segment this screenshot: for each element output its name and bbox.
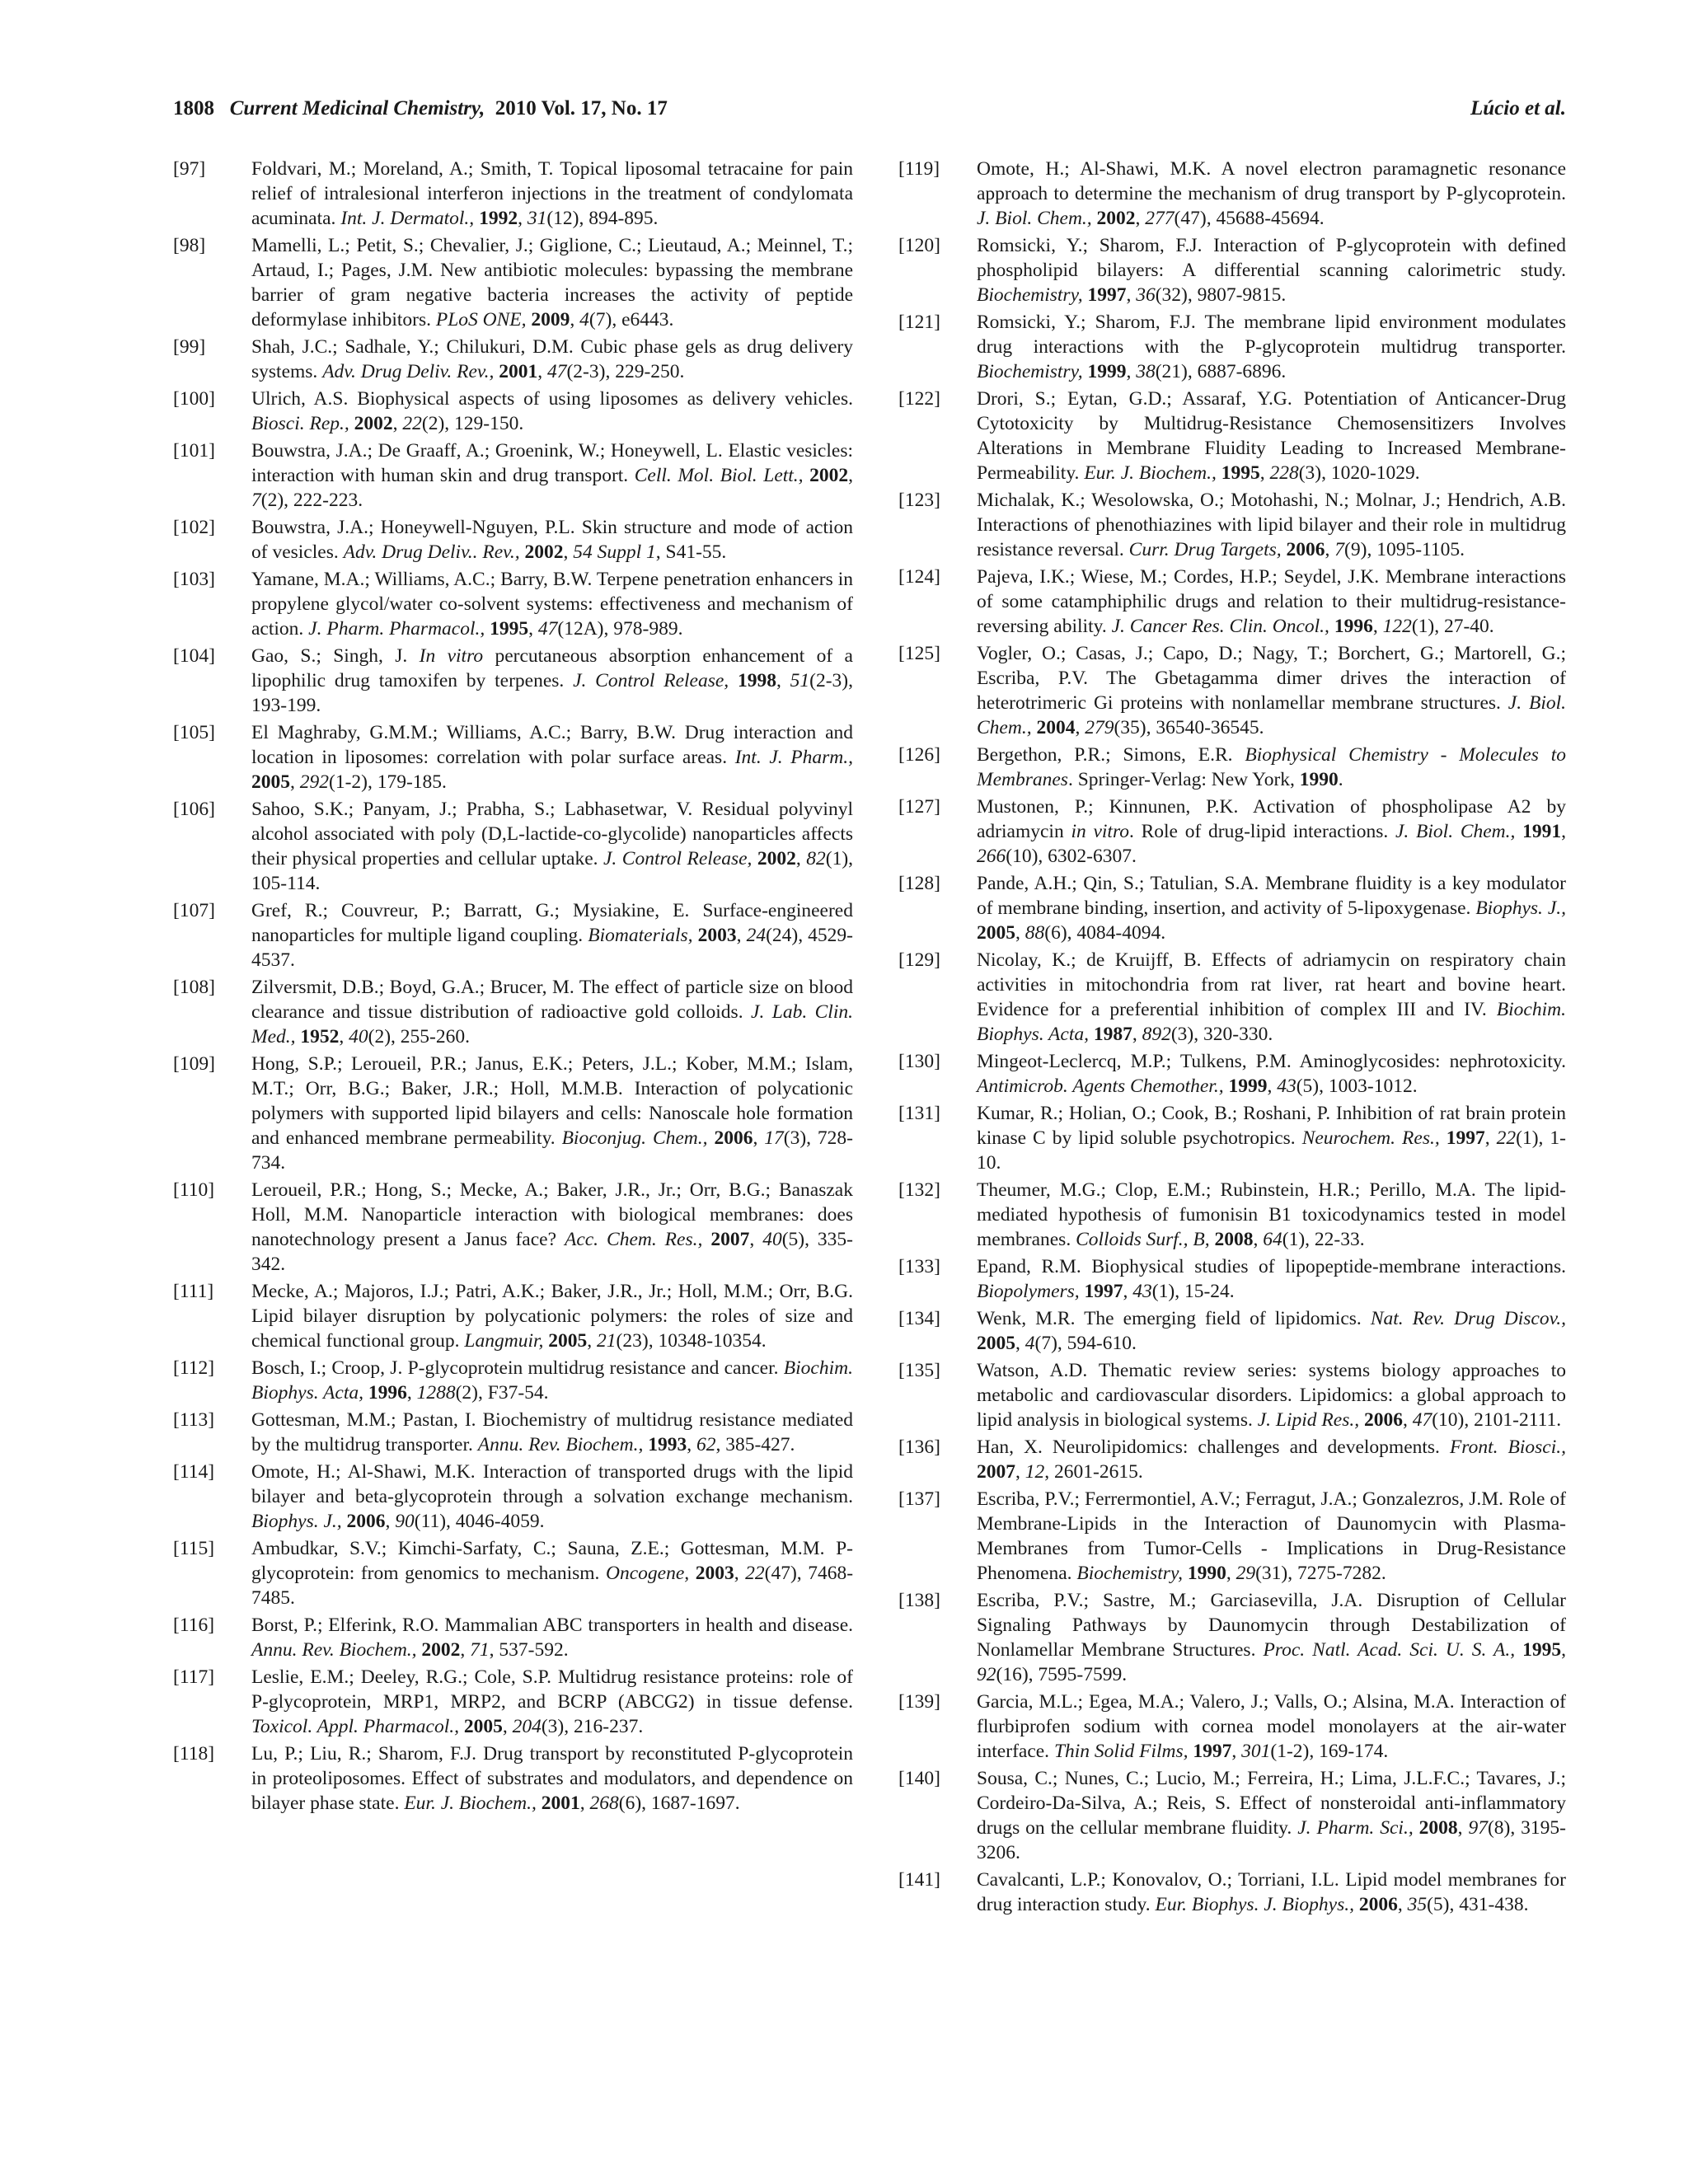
reference-entry <box>898 387 1566 485</box>
reference-number: [111] <box>173 1281 214 1302</box>
reference-text: Pande, A.H.; Qin, S.; Tatulian, S.A. Membrane fluidity is a key modulator of membrane binding, insertion, and activity of 5-lipoxygenase. Biophys. J., 2005, 88(6), 4084-4094. <box>977 873 1566 944</box>
references-column-right <box>898 157 1566 1919</box>
reference-entry <box>173 1178 853 1277</box>
reference-text: Mecke, A.; Majoros, I.J.; Patri, A.K.; Baker, J.R., Jr.; Holl, M.M.; Orr, B.G. Lipid bilayer disruption by polycationic polymers: the roles of size and chemical functional group. Langmuir, 2005, 21(23), 10348-10354. <box>251 1281 853 1352</box>
reference-entry <box>173 1356 853 1405</box>
reference-number: [115] <box>173 1538 215 1559</box>
reference-text: Nicolay, K.; de Kruijff, B. Effects of adriamycin on respiratory chain activities in mitochondria from rat liver, rat heart and bovine heart. Evidence for a preferential inhibition of complex III and IV. Biochim. Biophys. Acta, 1987, 892(3), 320-330. <box>977 949 1566 1045</box>
reference-text: Zilversmit, D.B.; Boyd, G.A.; Brucer, M. The effect of particle size on blood clearance and tissue distribution of radioactive gold colloids. J. Lab. Clin. Med., 1952, 40(2), 255-260. <box>251 977 853 1047</box>
reference-number: [109] <box>173 1053 215 1075</box>
reference-number: [129] <box>898 949 940 971</box>
reference-number: [101] <box>173 440 215 462</box>
reference-entry <box>898 1306 1566 1356</box>
reference-entry <box>898 948 1566 1047</box>
reference-text: Bosch, I.; Croop, J. P-glycoprotein multidrug resistance and cancer. Biochim. Biophys. Acta, 1996, 1288(2), F37-54. <box>251 1357 853 1404</box>
reference-number: [112] <box>173 1357 215 1379</box>
reference-entry <box>173 233 853 332</box>
reference-number: [117] <box>173 1666 215 1688</box>
reference-entry <box>898 565 1566 639</box>
reference-number: [113] <box>173 1409 215 1431</box>
reference-entry <box>173 1408 853 1457</box>
reference-entry <box>173 644 853 718</box>
reference-entry <box>173 438 853 513</box>
reference-number: [122] <box>898 388 940 410</box>
reference-number: [97] <box>173 158 206 180</box>
reference-entry <box>173 1665 853 1739</box>
reference-entry <box>898 1254 1566 1304</box>
reference-entry <box>173 1052 853 1175</box>
reference-entry <box>173 515 853 565</box>
reference-text: Vogler, O.; Casas, J.; Capo, D.; Nagy, T.; Borchert, G.; Martorell, G.; Escriba, P.V. The Gbetagamma dimer drives the interaction of heterotrimeric Gi proteins with nonlamellar membrane structures. J. Biol. Chem., 2004, 279(35), 36540-36545. <box>977 643 1567 738</box>
reference-entry <box>898 1178 1566 1252</box>
reference-text: Bouwstra, J.A.; De Graaff, A.; Groenink, W.; Honeywell, L. Elastic vesicles: interaction with human skin and drug transport. Cell. Mol. Biol. Lett., 2002, 7(2), 222-223. <box>251 440 853 511</box>
reference-entry <box>173 1613 853 1662</box>
reference-text: Cavalcanti, L.P.; Konovalov, O.; Torriani, I.L. Lipid model membranes for drug interaction study. Eur. Biophys. J. Biophys., 2006, 35(5), 431-438. <box>977 1869 1566 1915</box>
journal-name: Current Medicinal Chemistry, <box>229 97 485 120</box>
reference-number: [105] <box>173 722 215 743</box>
reference-number: [137] <box>898 1488 940 1510</box>
reference-entry <box>898 1101 1566 1175</box>
reference-text: Mingeot-Leclercq, M.P.; Tulkens, P.M. Aminoglycosides: nephrotoxicity. Antimicrob. Agents Chemother., 1999, 43(5), 1003-1012. <box>977 1051 1566 1097</box>
reference-entry <box>173 720 853 794</box>
page-number: 1808 <box>173 97 214 120</box>
reference-entry <box>898 157 1566 231</box>
reference-text: Omote, H.; Al-Shawi, M.K. A novel electron paramagnetic resonance approach to determine the mechanism of drug transport by P-glycoprotein. J. Biol. Chem., 2002, 277(47), 45688-45694. <box>977 158 1566 229</box>
reference-number: [139] <box>898 1691 940 1713</box>
reference-text: Pajeva, I.K.; Wiese, M.; Cordes, H.P.; Seydel, J.K. Membrane interactions of some catamphiphilic drugs and relation to their multidrug-resistance-reversing ability. J. Cancer Res. Clin. Oncol., 1996, 122(1), 27-40. <box>977 566 1566 637</box>
reference-entry <box>898 1868 1566 1917</box>
reference-text: Romsicki, Y.; Sharom, F.J. Interaction of P-glycoprotein with defined phospholipid bilayers: A differential scanning calorimetric study. Biochemistry, 1997, 36(32), 9807-9815. <box>977 235 1566 306</box>
reference-number: [118] <box>173 1743 215 1765</box>
reference-text: Borst, P.; Elferink, R.O. Mammalian ABC transporters in health and disease. Annu. Rev. Biochem., 2002, 71, 537-592. <box>251 1615 853 1661</box>
reference-entry <box>898 1435 1566 1484</box>
reference-number: [131] <box>898 1103 940 1124</box>
reference-text: Hong, S.P.; Leroueil, P.R.; Janus, E.K.; Peters, J.L.; Kober, M.M.; Islam, M.T.; Orr, B.G.; Baker, J.R.; Holl, M.M.B. Interaction of polycationic polymers with supported lipid bilayers and cells: Nanoscale hole formation and enhanced membrane permeability. Bioconjug. Chem., 2006, 17(3), 728-734. <box>251 1053 854 1174</box>
reference-text: Wenk, M.R. The emerging field of lipidomics. Nat. Rev. Drug Discov., 2005, 4(7), 594-610. <box>977 1308 1566 1354</box>
reference-text: Gottesman, M.M.; Pastan, I. Biochemistry of multidrug resistance mediated by the multidrug transporter. Annu. Rev. Biochem., 1993, 62, 385-427. <box>251 1409 853 1455</box>
reference-number: [120] <box>898 235 940 256</box>
reference-text: Sousa, C.; Nunes, C.; Lucio, M.; Ferreira, H.; Lima, J.L.F.C.; Tavares, J.; Cordeiro-Da-Silva, A.; Reis, S. Effect of nonsteroidal anti-inflammatory drugs on the cellular membrane fluidity. J. Pharm. Sci., 2008, 97(8), 3195-3206. <box>977 1768 1566 1863</box>
reference-text: Lu, P.; Liu, R.; Sharom, F.J. Drug transport by reconstituted P-glycoprotein in proteoliposomes. Effect of substrates and modulators, and dependence on bilayer phase state. Eur. J. Biochem., 2001, 268(6), 1687-1697. <box>251 1743 853 1814</box>
reference-number: [108] <box>173 977 215 998</box>
reference-number: [127] <box>898 796 940 818</box>
reference-entry <box>898 1358 1566 1432</box>
reference-text: Han, X. Neurolipidomics: challenges and developments. Front. Biosci., 2007, 12, 2601-2615. <box>977 1436 1566 1483</box>
reference-entry <box>898 488 1566 562</box>
reference-entry <box>173 335 853 384</box>
reference-entry <box>173 1741 853 1816</box>
reference-entry <box>173 387 853 436</box>
journal-year-volume: 2010 Vol. 17, No. 17 <box>495 97 668 120</box>
reference-entry <box>898 794 1566 869</box>
reference-number: [102] <box>173 517 215 538</box>
reference-text: Leslie, E.M.; Deeley, R.G.; Cole, S.P. Multidrug resistance proteins: role of P-glycoprotein, MRP1, MRP2, and BCRP (ABCG2) in tissue defense. Toxicol. Appl. Pharmacol., 2005, 204(3), 216-237. <box>251 1666 853 1737</box>
reference-text: Yamane, M.A.; Williams, A.C.; Barry, B.W. Terpene penetration enhancers in propylene glycol/water co-solvent systems: effectiveness and mechanism of action. J. Pharm. Pharmacol., 1995, 47(12A), 978-989. <box>251 569 853 640</box>
reference-text: Foldvari, M.; Moreland, A.; Smith, T. Topical liposomal tetracaine for pain relief of intralesional interferon injections in the treatment of condylomata acuminata. Int. J. Dermatol., 1992, 31(12), 894-895. <box>251 158 853 229</box>
reference-text: Theumer, M.G.; Clop, E.M.; Rubinstein, H.R.; Perillo, M.A. The lipid-mediated hypothesis of fumonisin B1 toxicodynamics tested in model membranes. Colloids Surf., B, 2008, 64(1), 22-33. <box>977 1179 1566 1250</box>
reference-number: [138] <box>898 1590 940 1611</box>
reference-entry <box>173 1536 853 1610</box>
reference-text: Mamelli, L.; Petit, S.; Chevalier, J.; Giglione, C.; Lieutaud, A.; Meinnel, T.; Artaud, I.; Pages, J.M. New antibiotic molecules: bypassing the membrane barrier of gram negative bacteria increases the activity of peptide deformylase inhibitors. PLoS ONE, 2009, 4(7), e6443. <box>251 235 853 330</box>
reference-number: [119] <box>898 158 940 180</box>
reference-number: [126] <box>898 744 940 766</box>
reference-number: [133] <box>898 1256 940 1277</box>
reference-number: [128] <box>898 873 940 894</box>
reference-entry <box>173 567 853 641</box>
reference-number: [121] <box>898 312 940 333</box>
reference-number: [140] <box>898 1768 940 1789</box>
header-left <box>173 97 668 120</box>
reference-text: Ambudkar, S.V.; Kimchi-Sarfaty, C.; Sauna, Z.E.; Gottesman, M.M. P-glycoprotein: from genomics to mechanism. Oncogene, 2003, 22(47), 7468-7485. <box>251 1538 854 1609</box>
running-authors: Lúcio et al. <box>1470 97 1566 120</box>
references-column-left <box>173 157 853 1818</box>
reference-text: Gref, R.; Couvreur, P.; Barratt, G.; Mysiakine, E. Surface-engineered nanoparticles for multiple ligand coupling. Biomaterials, 2003, 24(24), 4529-4537. <box>251 900 854 971</box>
reference-text: Bouwstra, J.A.; Honeywell-Nguyen, P.L. Skin structure and mode of action of vesicles. Adv. Drug Deliv.. Rev., 2002, 54 Suppl 1, S41-55. <box>251 517 853 563</box>
reference-number: [99] <box>173 336 206 358</box>
reference-text: Sahoo, S.K.; Panyam, J.; Prabha, S.; Labhasetwar, V. Residual polyvinyl alcohol associated with poly (D,L-lactide-co-glycolide) nanoparticles affects their physical properties and cellular uptake. J. Control Release, 2002, 82(1), 105-114. <box>251 799 854 894</box>
reference-text: Omote, H.; Al-Shawi, M.K. Interaction of transported drugs with the lipid bilayer and beta-glycoprotein through a solvation exchange mechanism. Biophys. J., 2006, 90(11), 4046-4059. <box>251 1461 853 1532</box>
reference-number: [130] <box>898 1051 940 1072</box>
reference-text: Mustonen, P.; Kinnunen, P.K. Activation of phospholipase A2 by adriamycin in vitro. Role of drug-lipid interactions. J. Biol. Chem., 1991, 266(10), 6302-6307. <box>977 796 1567 867</box>
reference-text: Michalak, K.; Wesolowska, O.; Motohashi, N.; Molnar, J.; Hendrich, A.B. Interactions of phenothiazines with lipid bilayer and their role in multidrug resistance reversal. Curr. Drug Targets, 2006, 7(9), 1095-1105. <box>977 490 1566 560</box>
reference-number: [116] <box>173 1615 215 1636</box>
reference-number: [106] <box>173 799 215 820</box>
reference-number: [125] <box>898 643 940 664</box>
reference-text: Bergethon, P.R.; Simons, E.R. Biophysical Chemistry - Molecules to Membranes. Springer-Verlag: New York, 1990. <box>977 744 1567 790</box>
reference-number: [110] <box>173 1179 215 1201</box>
reference-text: Epand, R.M. Biophysical studies of lipopeptide-membrane interactions. Biopolymers, 1997, 43(1), 15-24. <box>977 1256 1566 1302</box>
reference-text: Escriba, P.V.; Sastre, M.; Garciasevilla, J.A. Disruption of Cellular Signaling Pathways by Daunomycin through Destabilization of Nonlamellar Membrane Structures. Proc. Natl. Acad. Sci. U. S. A., 1995, 92(16), 7595-7599. <box>977 1590 1567 1685</box>
reference-text: Escriba, P.V.; Ferrermontiel, A.V.; Ferragut, J.A.; Gonzalezros, J.M. Role of Membrane-Lipids in the Interaction of Daunomycin with Plasma-Membranes from Tumor-Cells - Implications in Drug-Resistance Phenomena. Biochemistry, 1990, 29(31), 7275-7282. <box>977 1488 1566 1584</box>
reference-text: El Maghraby, G.M.M.; Williams, A.C.; Barry, B.W. Drug interaction and location in liposomes: correlation with polar surface areas. Int. J. Pharm., 2005, 292(1-2), 179-185. <box>251 722 853 793</box>
reference-number: [136] <box>898 1436 940 1458</box>
reference-text: Watson, A.D. Thematic review series: systems biology approaches to metabolic and cardiovascular disorders. Lipidomics: a global approach to lipid analysis in biological systems. J. Lipid Res., 2006, 47(10), 2101-2111. <box>977 1360 1566 1431</box>
reference-text: Gao, S.; Singh, J. In vitro percutaneous absorption enhancement of a lipophilic drug tamoxifen by terpenes. J. Control Release, 1998, 51(2-3), 193-199. <box>251 645 854 716</box>
reference-entry <box>173 975 853 1049</box>
reference-number: [103] <box>173 569 215 590</box>
reference-number: [124] <box>898 566 940 588</box>
reference-number: [100] <box>173 388 215 410</box>
reference-text: Garcia, M.L.; Egea, M.A.; Valero, J.; Valls, O.; Alsina, M.A. Interaction of flurbiprofen sodium with cornea model monolayers at the air-water interface. Thin Solid Films, 1997, 301(1-2), 169-174. <box>977 1691 1566 1762</box>
reference-entry <box>898 1487 1566 1586</box>
reference-entry <box>898 1766 1566 1865</box>
reference-number: [98] <box>173 235 206 256</box>
reference-number: [104] <box>173 645 215 667</box>
reference-text: Drori, S.; Eytan, G.D.; Assaraf, Y.G. Potentiation of Anticancer-Drug Cytotoxicity by Multidrug-Resistance Chemosensitizers Involves Alterations in Membrane Fluidity Leading to Increased Membrane-Permeability. Eur. J. Biochem., 1995, 228(3), 1020-1029. <box>977 388 1566 484</box>
reference-text: Shah, J.C.; Sadhale, Y.; Chilukuri, D.M. Cubic phase gels as drug delivery systems. Adv. Drug Deliv. Rev., 2001, 47(2-3), 229-250. <box>251 336 853 382</box>
reference-entry <box>898 1690 1566 1764</box>
reference-number: [134] <box>898 1308 940 1329</box>
reference-entry <box>173 157 853 231</box>
reference-entry <box>898 233 1566 307</box>
reference-entry <box>898 310 1566 384</box>
reference-number: [132] <box>898 1179 940 1201</box>
reference-entry <box>898 641 1566 740</box>
reference-text: Leroueil, P.R.; Hong, S.; Mecke, A.; Baker, J.R., Jr.; Orr, B.G.; Banaszak Holl, M.M. Nanoparticle interaction with biological membranes: does nanotechnology present a Janus face? Acc. Chem. Res., 2007, 40(5), 335-342. <box>251 1179 854 1275</box>
reference-number: [123] <box>898 490 940 511</box>
reference-entry <box>898 743 1566 792</box>
reference-number: [141] <box>898 1869 940 1891</box>
reference-entry <box>173 797 853 896</box>
reference-number: [114] <box>173 1461 215 1483</box>
reference-entry <box>898 1588 1566 1687</box>
reference-entry <box>898 1049 1566 1099</box>
reference-text: Ulrich, A.S. Biophysical aspects of using liposomes as delivery vehicles. Biosci. Rep., 2002, 22(2), 129-150. <box>251 388 853 434</box>
reference-number: [107] <box>173 900 215 921</box>
reference-text: Kumar, R.; Holian, O.; Cook, B.; Roshani, P. Inhibition of rat brain protein kinase C by lipid soluble psychotropics. Neurochem. Res., 1997, 22(1), 1-10. <box>977 1103 1566 1174</box>
reference-entry <box>173 898 853 972</box>
reference-entry <box>173 1279 853 1353</box>
reference-entry <box>173 1460 853 1534</box>
reference-number: [135] <box>898 1360 940 1381</box>
page-header <box>173 97 1566 130</box>
reference-entry <box>898 871 1566 945</box>
reference-text: Romsicki, Y.; Sharom, F.J. The membrane lipid environment modulates drug interactions with the P-glycoprotein multidrug transporter. Biochemistry, 1999, 38(21), 6887-6896. <box>977 312 1566 382</box>
